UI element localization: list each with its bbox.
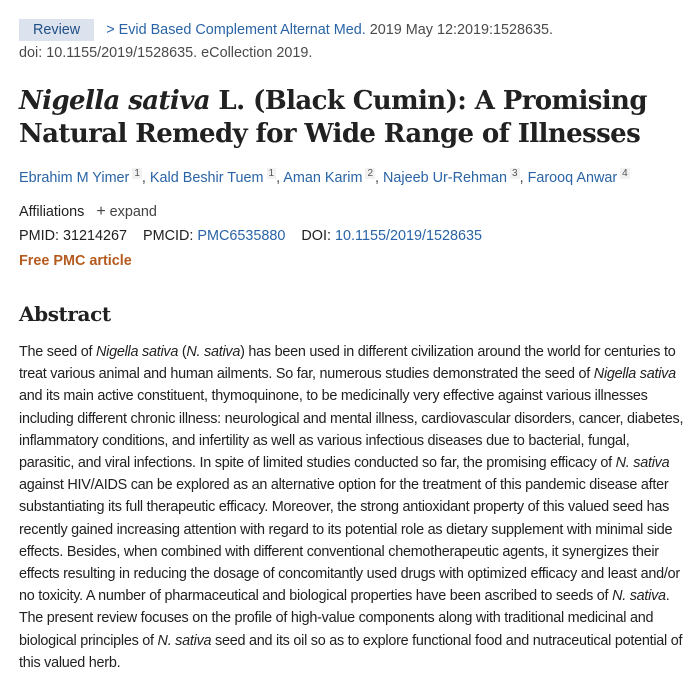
author-item [150,170,276,186]
plus-icon: + [96,203,106,220]
affiliations-row [19,203,157,221]
abstract-text-segment: The seed of [19,344,96,360]
abstract-text-segment: . The present review focuses on the profile of high-value components along with traditional medicinal and biological principles of [19,588,670,649]
expand-affiliations-button[interactable] [96,204,157,220]
doi-line: doi: 10.1155/2019/1528635. eCollection 2019. [19,45,313,61]
pmid-label: PMID: [19,228,59,244]
abstract-italic-term: N. sativa [186,344,241,360]
journal-link[interactable] [106,22,366,38]
title-species: Nigella sativa [19,86,210,116]
author-item [283,170,375,186]
citation-row [19,19,553,41]
abstract-italic-term: N. sativa [612,588,666,605]
pmcid-link[interactable]: PMC6535880 [197,228,286,244]
pmid-value: 31214267 [62,228,128,244]
affiliation-ref[interactable]: 1 [134,168,140,179]
abstract-text-segment: against HIV/AIDS can be explored as an alternative option for the treatment of this pandemic disease after substantiating its full therapeutic efficacy. Moreover, the strong antioxidant property of this valued seed has recently gained increasing attention with regard to its potential role as dietary supplement with minimal side effects. Besides, when combined with different conventional chemotherapeutic agents, it synergizes their effects resulting in reducing the dosage of concomitantly used drugs with optimized efficacy and least and/or no toxicity. A number of pharmaceutical and biological properties have been ascribed to seeds of [19,477,680,605]
abstract-italic-term: Nigella sativa [593,366,676,383]
review-badge: Review [19,19,94,41]
identifiers-row [19,228,482,244]
author-link[interactable]: Kald Beshir Tuem [149,169,264,186]
abstract-text-segment: and its main active constituent, thymoquinone, to be medicinally very effective against various illnesses including different chronic illness: neurological and mental illness, cardiovascular disorders, cancer, diabetes, inflammatory conditions, and infertility as well as various infectious diseases due to bacterial, fungal, parasitic, and viral infections. In spite of limited studies conducted so far, the promising efficacy of [19,388,684,472]
author-item [528,170,630,186]
abstract-italic-term: N. sativa [157,632,212,649]
expand-label: expand [109,204,157,220]
doi-link[interactable]: 10.1155/2019/1528635 [335,228,482,244]
doi-label: DOI: [301,228,331,244]
author-link[interactable]: Ebrahim M Yimer [19,169,130,186]
chevron-right-icon: > [106,22,115,38]
author-item [19,170,142,186]
article-title [19,85,689,151]
affiliation-ref[interactable]: 3 [512,168,518,179]
abstract-text-segment: ( [178,344,187,360]
author-link[interactable]: Aman Karim [283,169,363,186]
author-link[interactable]: Najeeb Ur-Rehman [383,169,507,186]
citation-details: 2019 May 12:2019:1528635. [365,22,553,38]
title-rest: L. (Black Cumin): A Promising Natural Remedy for Wide Range of Illnesses [19,86,647,149]
abstract-heading: Abstract [19,302,111,326]
author-list: Ebrahim M Yimer $^1$ , Kald Beshir Tuem $^1$ , Aman Karim $^2$ , Najeeb Ur-Rehman $^3$ , Farooq Anwar $^4$ [19,168,628,186]
author-link[interactable]: Farooq Anwar [527,169,618,186]
abstract-text [19,341,687,674]
journal-name: Evid Based Complement Alternat Med. [118,22,366,38]
abstract-text-segment: ) has been used in different civilization around the world for centuries to treat various animal and human ailments. So far, numerous studies demonstrated the seed of [19,344,676,383]
affiliation-ref[interactable]: 4 [622,168,628,179]
abstract-italic-term: Nigella sativa [96,344,179,360]
abstract-text-segment: seed and its oil so as to explore functional food and nutraceutical potential of this valued herb. [19,632,683,671]
pmcid-label: PMCID: [143,228,194,244]
affiliation-ref[interactable]: 1 [268,168,275,179]
affiliation-ref[interactable]: 2 [367,168,374,179]
author-item [383,170,520,186]
free-pmc-article-label: Free PMC article [19,253,132,269]
affiliations-label: Affiliations [19,204,85,220]
abstract-italic-term: N. sativa [615,455,670,472]
